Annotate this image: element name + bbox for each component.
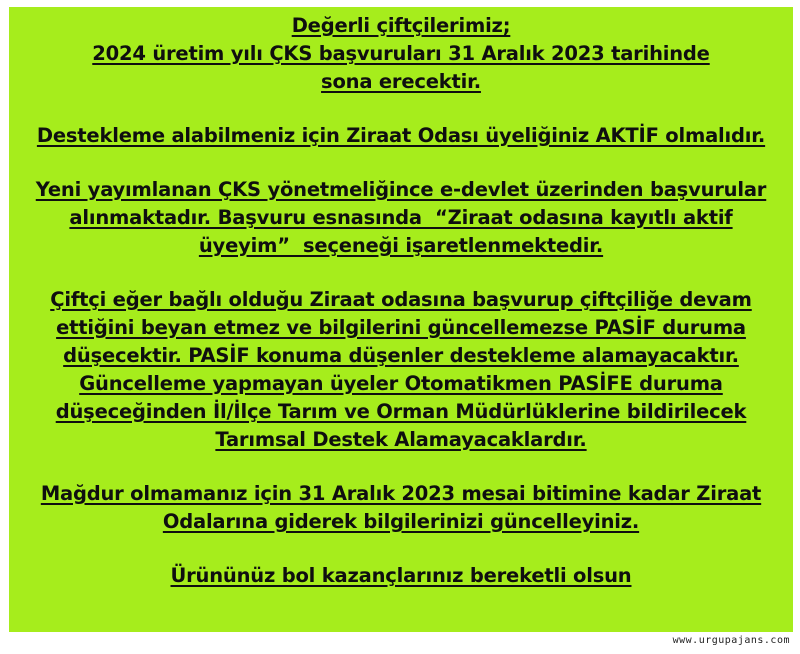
membership-paragraph <box>9 122 793 150</box>
closing-line: Ürününüz bol kazançlarınız bereketli olsun <box>170 564 632 587</box>
passive-status-paragraph <box>9 286 793 454</box>
regulation-line: alınmaktadır. Başvuru esnasında “Ziraat odasına kayıtlı aktif <box>69 206 733 229</box>
closing-paragraph <box>9 562 793 590</box>
passive-status-line: düşecektir. PASİF konuma düşenler destekleme alamayacaktır. <box>63 344 739 367</box>
regulation-line: Yeni yayımlanan ÇKS yönetmeliğince e-devlet üzerinden başvurular <box>35 178 767 201</box>
passive-status-line: Tarımsal Destek Alamayacaklardır. <box>215 428 587 451</box>
update-reminder-line: Odalarına giderek bilgilerinizi güncelleyiniz. <box>162 510 640 533</box>
membership-line: Destekleme alabilmeniz için Ziraat Odası üyeliğiniz AKTİF olmalıdır. <box>36 124 766 147</box>
greeting-paragraph <box>9 12 793 96</box>
regulation-line: üyeyim” seçeneği işaretlenmektedir. <box>198 234 604 257</box>
passive-status-line: Güncelleme yapmayan üyeler Otomatikmen PASİFE duruma <box>79 372 723 395</box>
passive-status-line: ettiğini beyan etmez ve bilgilerini güncellemezse PASİF duruma <box>56 316 746 339</box>
site-watermark: www.urgupajans.com <box>672 635 790 646</box>
passive-status-line: düşeceğinden İl/İlçe Tarım ve Orman Müdürlüklerine bildirilecek <box>55 400 747 423</box>
deadline-line: sona erecektir. <box>321 70 481 93</box>
passive-status-line: Çiftçi eğer bağlı olduğu Ziraat odasına başvurup çiftçiliğe devam <box>50 288 752 311</box>
greeting-line: Değerli çiftçilerimiz; <box>291 14 511 37</box>
regulation-paragraph <box>9 176 793 260</box>
announcement-panel <box>9 7 793 632</box>
announcement-text <box>9 12 793 590</box>
update-reminder-line: Mağdur olmamanız için 31 Aralık 2023 mesai bitimine kadar Ziraat <box>40 482 762 505</box>
update-reminder-paragraph <box>9 480 793 536</box>
deadline-line: 2024 üretim yılı ÇKS başvuruları 31 Aralık 2023 tarihinde <box>92 42 710 65</box>
